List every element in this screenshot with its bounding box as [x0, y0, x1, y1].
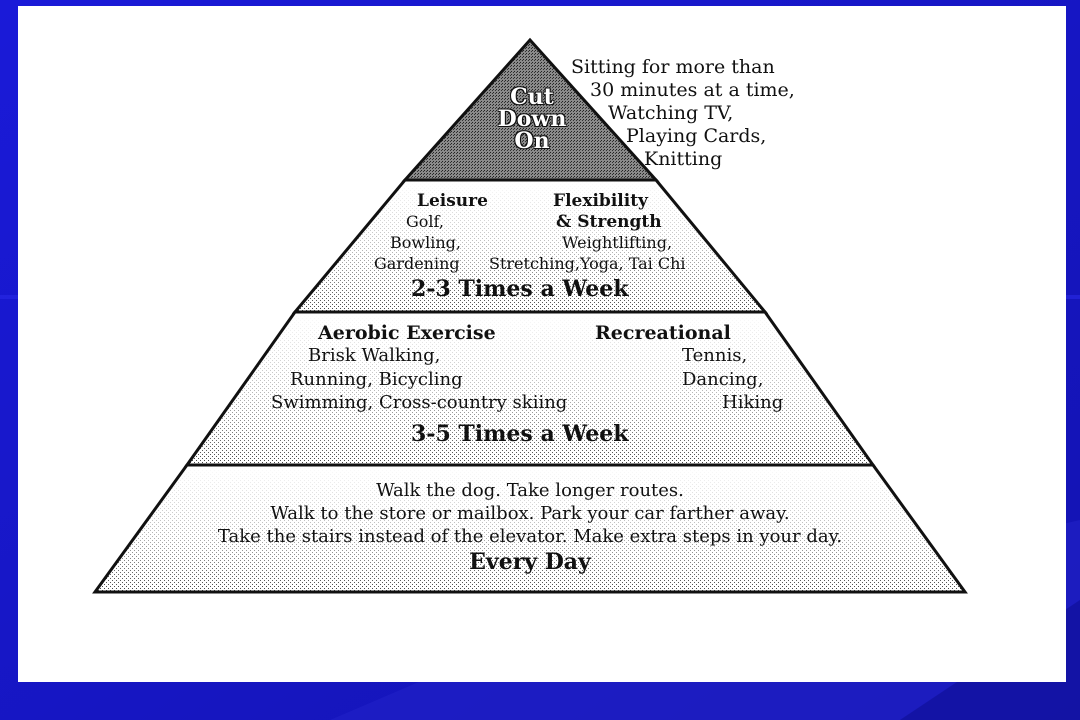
tier-3-left-heading: Aerobic Exercise	[318, 322, 496, 344]
tier-4-line: Take the stairs instead of the elevator. Make extra steps in your day.	[217, 526, 843, 547]
tier-4-frequency: Every Day	[469, 549, 591, 575]
apex-side-note-line: Watching TV,	[608, 102, 734, 124]
apex-label	[497, 86, 567, 152]
apex-side-note-line: 30 minutes at a time,	[590, 79, 795, 101]
tier-2-left-item: Golf,	[406, 212, 444, 231]
tier-2-right-item: Stretching,Yoga, Tai Chi	[489, 254, 686, 273]
apex-label-line: Cut	[510, 84, 554, 110]
apex-label-line: On	[514, 128, 550, 154]
tier-3-right-item: Dancing,	[682, 369, 764, 390]
tier-4-line: Walk to the store or mailbox. Park your car farther away.	[270, 503, 790, 524]
tier-3-right-item: Hiking	[722, 392, 784, 413]
tier-2-left-item: Gardening	[374, 254, 460, 273]
tier-3-right-item: Tennis,	[682, 345, 748, 366]
tier-3-left-item: Swimming, Cross-country skiing	[271, 392, 568, 413]
tier-3-left-item: Running, Bicycling	[290, 369, 463, 390]
tier-3-frequency: 3-5 Times a Week	[411, 421, 629, 447]
apex-side-note-line: Knitting	[644, 148, 723, 170]
tier-2-right-item: Weightlifting,	[562, 233, 673, 252]
tier-2-right-heading: Flexibility	[553, 191, 648, 211]
tier-2-right-heading: & Strength	[556, 212, 662, 232]
tier-4-line: Walk the dog. Take longer routes.	[376, 480, 684, 501]
tier-2-frequency: 2-3 Times a Week	[411, 276, 629, 302]
apex-side-note-line: Sitting for more than	[571, 56, 775, 78]
tier-3-left-item: Brisk Walking,	[308, 345, 441, 366]
apex-label-line: Down	[497, 106, 567, 132]
tier-3-right-heading: Recreational	[595, 322, 731, 344]
tier-2-left-item: Bowling,	[390, 233, 461, 252]
apex-side-note-line: Playing Cards,	[626, 125, 767, 147]
tier-2-left-heading: Leisure	[417, 191, 488, 211]
